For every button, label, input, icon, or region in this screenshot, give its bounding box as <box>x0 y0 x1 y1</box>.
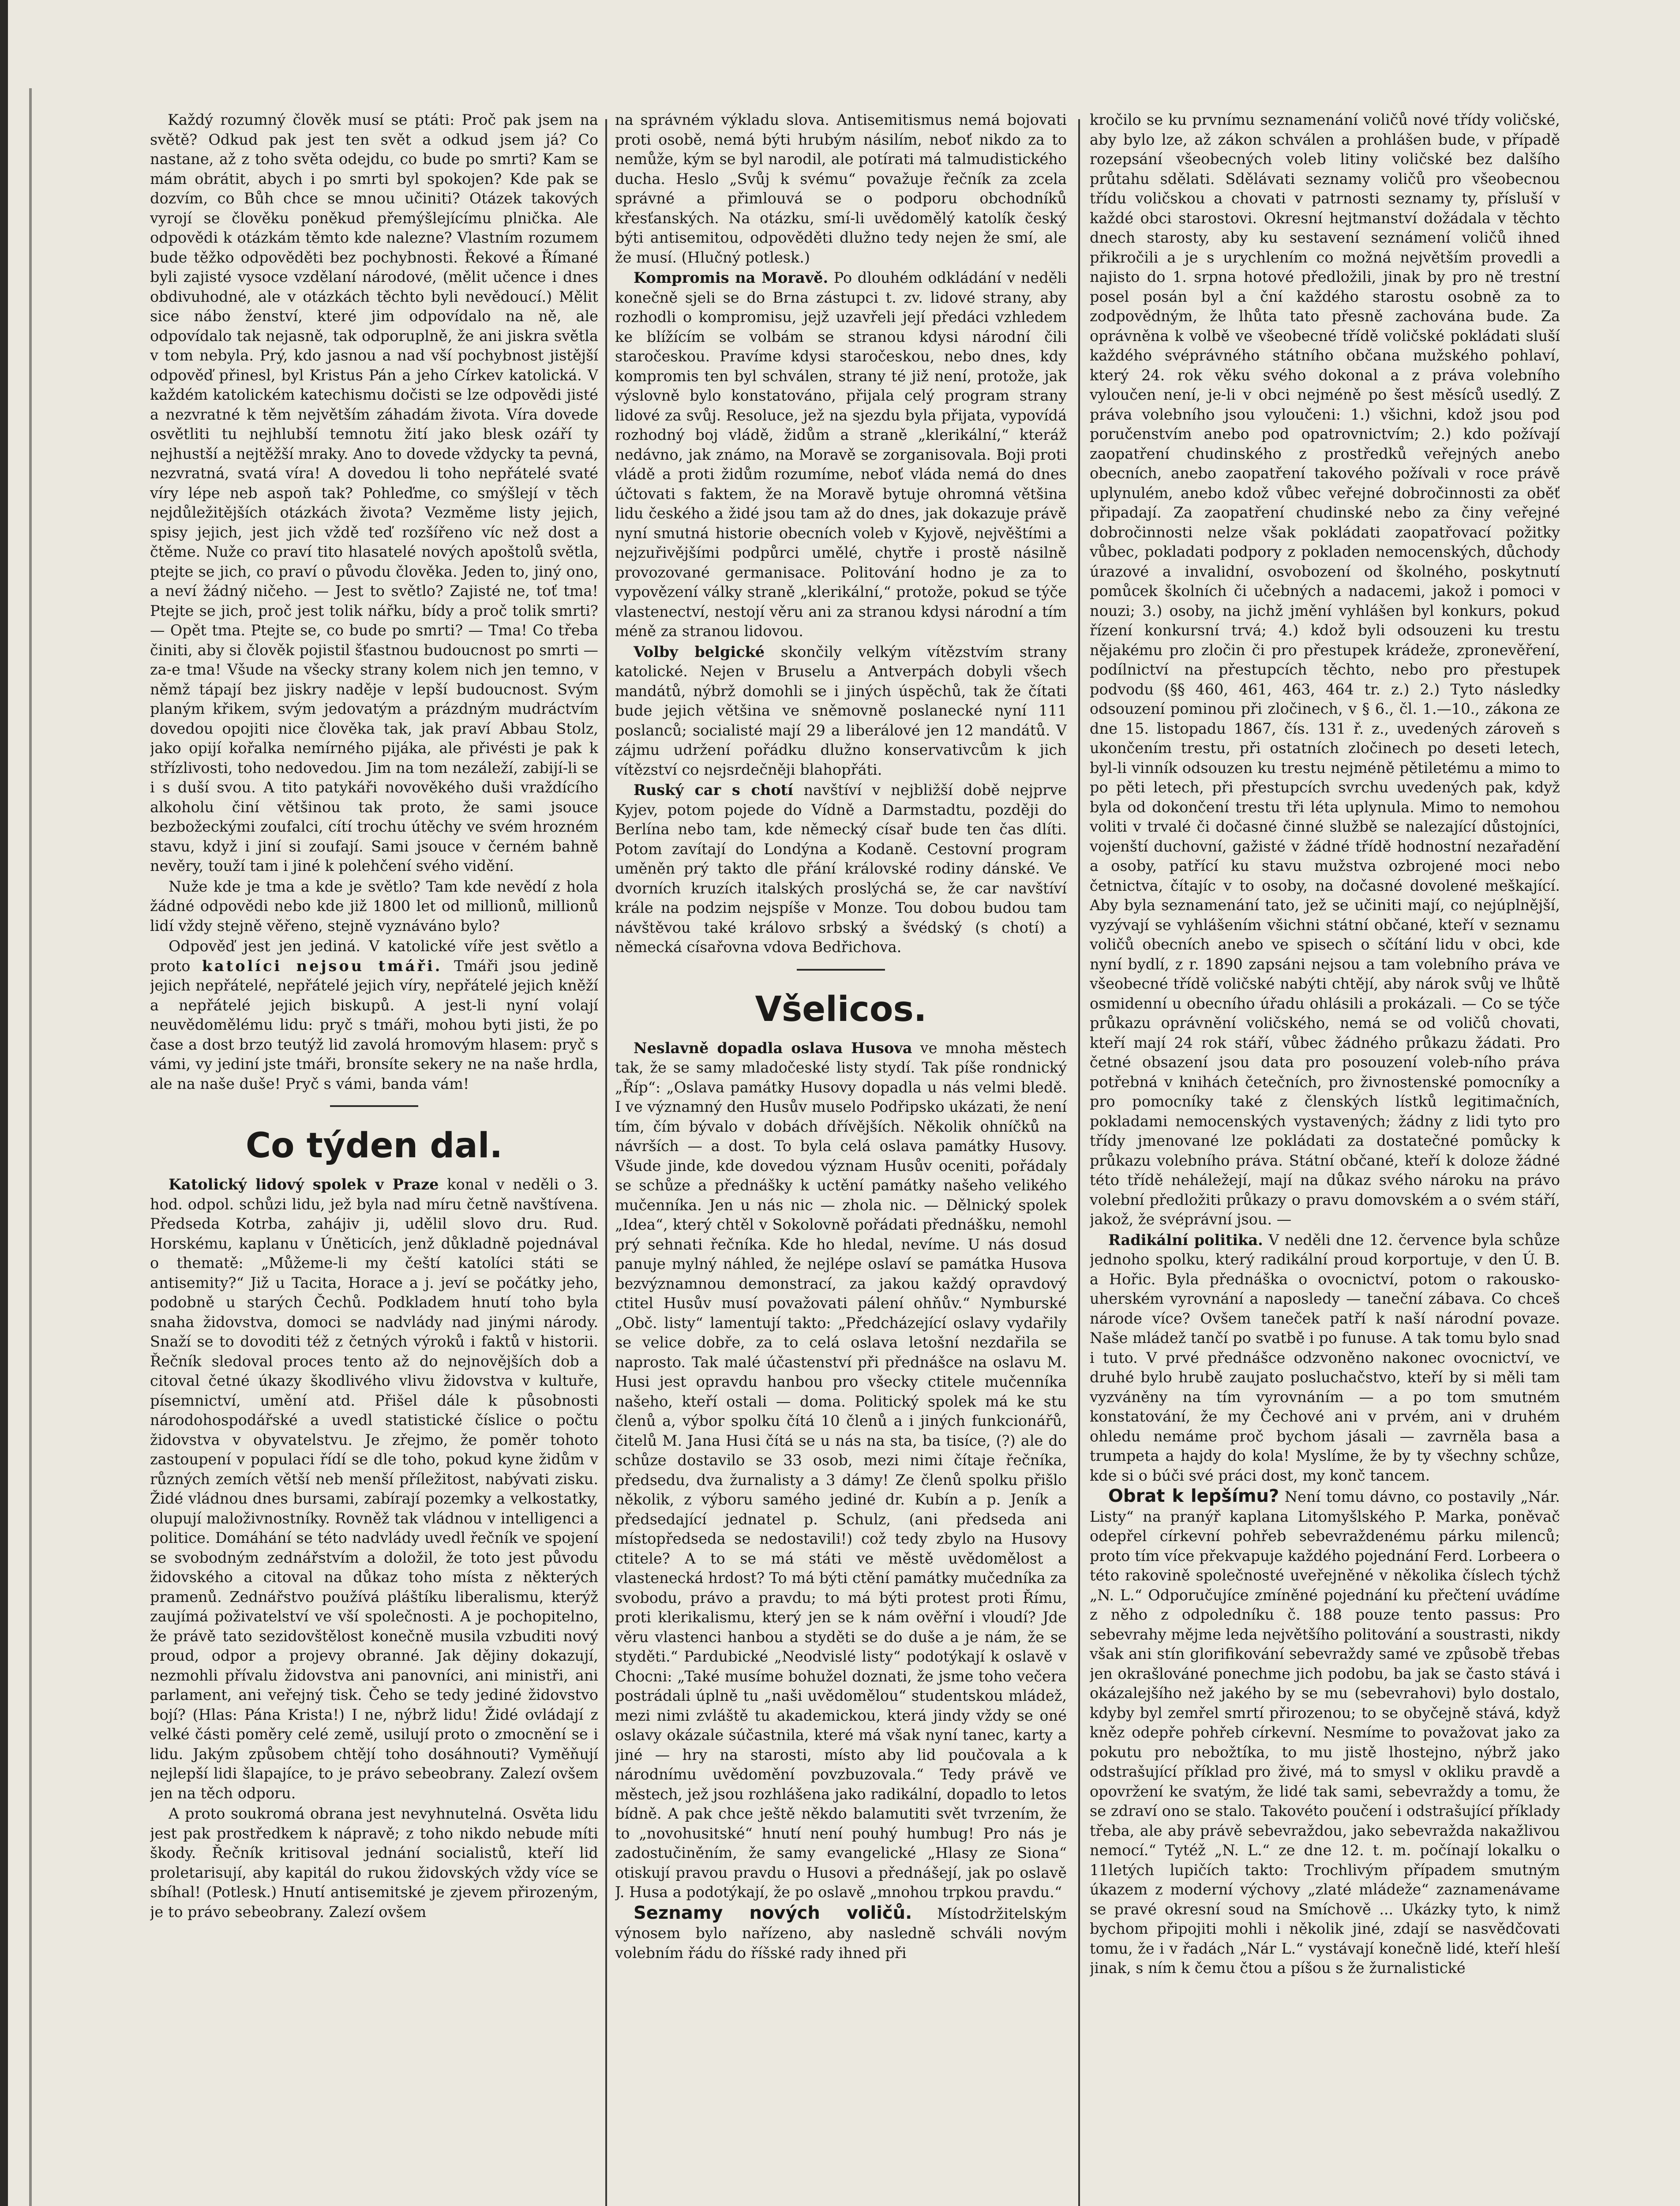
column-3 <box>1090 110 1560 2206</box>
article-tmari-intro: Každý rozumný člověk musí se ptáti: Proč pak jsem na světě? Odkud pak jest ten svět a odkud jsem já? Co nastane, až z toho světa odejdu, co bude po smrti? Kam se mám obrátit, abych i po smrti byl spokojen? Kde pak se dozvím, co Bůh chce se mnou učiniti? Otázek takových vyrojí se člověku poněkud přemýšlejícímu plnička. Ale odpovědi k otázkám těmto kde nalezne? Vlastním rozumem bude těžko odpověděti bez pochybnosti. Řekové a Římané byli zajisté vysoce vzdělaní národové, (mělit učence i dnes obdivuhodné, ale v otázkách těchto byli nevědoucí.) Mělit sice nábo ženství, které jim odpovídalo na ně, ale odpovídalo tak nejasně, tak odporuplně, že ani jiskra světla v tom nebyla. Prý, kdo jasnou a nad vší pochybnost jistější odpověď přinesl, byl Kristus Pán a jeho Církev katolická. V každém katolickém katechismu dočisti se lze odpovědi jisté a nezvratné k těm největším záhadám života. Víra dovede osvětliti tu nejhlubší temnotu žití jako blesk ozáří ty nejhustší a nejtěžší mraky. Ano to dovede vždycky ta pevná, nezvratná, svatá víra! A dovedou li toho nepřátelé svaté víry lépe neb aspoň tak? Pohleďme, co smýšlejí v těch nejdůležitějších otázkách života? Vezměme listy jejich, spisy jejich, jest jich vždě teď rozšířeno víc než dost a čtěme. Nuže co praví tito hlasatelé nových apoštolů světla, ptejte se jich, co praví o původu člověka. Jeden to, jiný ono, a neví žádný ničeho. — Jest to světlo? Zajisté ne, toť tma! Ptejte se jich, proč jest tolik nářku, bídy a proč tolik smrti? — Opět tma. Ptejte se, co bude po smrti? — Tma! Co třeba činiti, aby si člověk pojistil šťastnou budoucnost po smrti — za-e tma! Všude na všecky strany kolem nich jen temno, v němž tápají bez jiskry naděje v lepší budoucnost. Svým planým křikem, svým jedovatým a prázdným mudráctvím dovedou opojiti nice člověka tak, jak praví Abbau Stolz, jako opijí kořalka nemírného pijáka, ale přivésti je pak k střízlivosti, toho nedovedou. Jim na tom nezáleží, zabijí-li se i s duší svou. A tito patykáři novověkého duši vraždícího alkoholu činí většinou tak proto, že sami jsouce bezbožeckými zoufalci, cítí trochu útěchy ve svém hrozném stavu, když i jiní si zoufají. Sami jsouce v černém bahně nevěry, touží tam i jiné k polehčení svého vidění. <box>150 111 598 874</box>
article-obrat-k-lepsimu: Obrat k lepšímu? Není tomu dávno, co postavily „Nár. Listy“ na pranýř kaplana Litomyšlského P. Marka, poněvač odepřel církevní pohřeb sebevraždenému párku milenců; proto tím více překvapuje každého pojednání Ferd. Lorbeera o této rakovině společnosté uveřejněné v několika číslech týchž „N. L.“ Odporučujíce zmíněné pojednání ku přečtení uvádíme z něho z odpoledníku č. 188 pouze tento passus: Pro sebevrahy mějme leda největšího politování a soustrasti, nikdy však ani stín glorifikování sebevraždy samé ve způsobě třebas jen okrašlováné ponechme jich podobu, ba jak se často stává i okázalejšího než jakého by se mu (sebevrahovi) bylo dostalo, kdyby byl zemřel smrtí přirozenou; to se obyčejně stává, když kněz odepře pohřeb církevní. Nesmíme to považovat jako za pokutu pro nebožtíka, to mu jistě lhostejno, nýbrž jako odstrašující příklad pro živé, má to smysl v okliku pravdě a opovržení ke svatým, že lidé tak sami, sebevraždy a tomu, že se zdraví ono se stalo. Takovéto poučení i odstrašující příklady třeba, ale aby právě sebevraždou, jako sebevražda nakažlivou nemocí.“ Tytéž „N. L.“ ze dne 12. t. m. počínají lokalku o 11letých lupičích takto: Trochlivým případem smutným úkazem z moderní výchovy „zlaté mládeže“ zaznamenávame se pravé okresní soud na Smíchově ... Ukázky tyto, k nimž bychom připojiti mohli i několik jiné, zdají se nasvědčovati tomu, že i v řadách „Nár L.“ vystávají konečně lidé, kteří hleší jinak, s ním k čemu čtou a píšou s že žurnalistické <box>1090 1486 1560 1977</box>
column-rule-1 <box>605 119 607 2206</box>
section-divider <box>330 1105 418 1107</box>
article-oslava-husova: Neslavně dopadla oslava Husova ve mnoha městech tak, že se samy mladočeské listy stydí. Tak píše rondnický „Říp“: „Oslava památky Husovy dopadla u nás velmi bledě. I ve významný den Husův muselo Podřipsko ukázati, že není tím, čím bývalo v dobách dřívějších. Několik ohníčků na návrších — a dost. To byla celá oslava památky Husovy. Všude jinde, kde dovedou význam Husův oceniti, pořádaly se schůze a přednášky k uctění památky našeho velikého mučenníka. Jen u nás nic — zhola nic. — Dělnický spolek „Idea“, který chtěl v Sokolovně pořádati přednášku, nemohl prý sehnati řečníka. Kde ho hledal, nevíme. U nás dosud panuje mylný náhled, že nejlépe oslaví se památka Husova bezvýznamnou demonstrací, za jakou každý opravdový ctitel Husův musí považovati pálení ohňův.“ Nymburské „Obč. listy“ lamentují takto: „Předcházející oslavy vydařily se velice dobře, za to celá oslava letošní nezdařila se naprosto. Tak malé účastenství při přednášce na oslavu M. Husi jest opravdu hanbou pro všecky ctitele mučenníka našeho, kteří ostali — doma. Politický spolek má ke stu členů a, výbor spolku čítá 10 členů a i jiných funkcionářů, čitelů M. Jana Husi čítá se u nás na sta, ba tisíce, (?) ale do schůze dostavilo se 33 osob, mezi nimi čítaje řečníka, předsedu, dva žurnalisty a 3 dámy! Ze členů spolku přišlo několik, z výboru samého jediné dr. Kubín a p. Jeník a předsedající jednatel p. Schulz, (ani předseda ani místopředseda se nedostavili!) což tedy zbylo na Husovy ctitele? A to se má státi ve městě uvědomělost a vlastenecká hrdost? To má býti ctění památky mučedníka za svobodu, právo a pravdu; to má býti protest proti Římu, proti klerikalismu, který jen se k nám ověřní i vloudí? Jde věru vlastenci hanbou a styděti se do duše a je nám, že se styděti.“ Pardubické „Neodvislé listy“ podotýkají k oslavě v Chocni: „Také musíme bohužel doznati, že jsme toho večera postrádali úplně tu „naši uvědomělou“ studentskou mládež, mezi nimi zvláště tu akademickou, která jindy vždy se oné oslavy okázale súčastnila, které má však nyní tanec, karty a jiné — hry na starosti, místo aby lid poučovala a k národnímu uvědomění povzbuzovala.“ Tedy právě ve městech, jež jsou rozhlášena jako radikální, dopadlo to letos bídně. A pak chce ještě někdo balamutiti svět tvrzením, že to „novohusitské“ hnutí není pouhý humbug! Pro nás je zadostučiněním, že samy evangelické „Hlasy ze Siona“ otiskují pravou pravdu o Husovi a přednášejí, jak po oslavě J. Husa a podotýkají, že po oslavě „mnohou trpkou pravdu.“ <box>615 1039 1067 1901</box>
page-fold-line <box>29 88 32 2206</box>
article-kompromis: Kompromis na Moravě. Po dlouhém odkládání v neděli konečně sjeli se do Brna zástupci t. zv. lidové strany, aby rozhodli o kompromisu, jejž uzavřeli její předáci vzhledem ke blížícím se volbám se stranou kdysi národní čili staročeskou. Pravíme kdysi staročeskou, nebo dnes, kdy kompromis ten byl schválen, strany té již není, protože, jak výslovně bylo konstatováno, přijala celý program strany lidové za svůj. Resoluce, jež na sjezdu byla přijata, vypovídá rozhodný boj vládě, židům a straně „klerikální,“ kteráž nedávno, jak známo, na Moravě se zorganisovala. Boji proti vládě a proti židům rozumíme, neboť vláda nemá do dnes účtovati s faktem, že na Moravě bytuje ohromná většina lidu českého a židé jsou tam až do dnes, jak dokazuje právě nyní smutná historie obecních voleb v Kyjově, nejvěštími a nejzuřivějšími podpůrci umělé, chytře i prostě násilně provozované germanisace. Politování hodno je za to vypovězení války straně „klerikální,“ protože, pokud se týče vlastenectví, nestojí věru ani za stranou kdysi národní a tím méně za stranou lidovou. <box>615 269 1067 640</box>
article-antisemitismus-cont: na správném výkladu slova. Antisemitismus nemá bojovati proti osobě, nemá býti hrubým násilím, neboť nikdo za to nemůže, kým se byl narodil, ale potírati má talmudistického ducha. Heslo „Svůj k svému“ považuje řečník za zcela správné a přimlouvá se o podporu obchodníků křesťanských. Na otázku, smí-li uvědomělý katolík český býti antisemitou, odpověděti dlužno tedy nejen že smí, ale že musí. (Hlučný potlesk.) <box>615 111 1067 266</box>
column-1 <box>150 110 598 2206</box>
section-divider <box>797 969 885 971</box>
article-heading: Obrat k lepšímu? <box>1108 1486 1279 1506</box>
article-lead: Ruský car s chotí <box>634 781 793 799</box>
article-tmari-question: Nuže kde je tma a kde je světlo? Tam kde nevědí z hola žádné odpovědi nebo kde již 1800 let od millionů, millionů lidí vždy stejně věřeno, stejně vyznáváno bylo? <box>150 878 598 934</box>
article-heading: Seznamy nových voličů. <box>634 1902 912 1923</box>
article-lead: Katolický lidový spolek v Praze <box>169 1176 439 1193</box>
article-katolicky-spolek-end: A proto soukromá obrana jest nevyhnutelná. Osvěta lidu jest pak prostředkem k nápravě; z toho nikdo nebude míti škody. Řečník kritisoval jednání socialistů, kteří lid proletarisují, aby kapitál do rukou židovských vždy více se sbíhal! (Potlesk.) Hnutí antisemitské je zjevem přirozeným, je to právo sebeobrany. Zalezí ovšem <box>150 1805 598 1921</box>
article-rusky-car: Ruský car s chotí navštíví v nejbližší době nejprve Kyjev, potom pojede do Vídně a Darmstadtu, později do Berlína nebo tam, kde německý císař bude ten čas dlíti. Potom zavítají do Londýna a Kodaně. Cestovní program uměněn prý takto dle přání královské rodiny dánské. Ve dvorních kruzích italských proslýchá se, že car navštíví krále na podzim nejspíše v Monze. Tou dobou budou tam návštěvou také královo srbský a švédský (s chotí) a německá císařovna vdova Bedřichova. <box>615 781 1067 956</box>
column-rule-2 <box>1078 119 1080 2206</box>
page-left-edge <box>0 0 8 2206</box>
section-title-co-tyden-dal: Co týden dal. <box>245 1126 503 1166</box>
column-2 <box>615 110 1067 2206</box>
article-seznamy-volicu-cont: kročilo se ku prvnímu seznamenání voličů nové třídy voličské, aby bylo lze, až zákon schválen a prohlášen bude, v případě rozepsání všeobecných voleb litiny voličské bez dalšího průtahu sdělati. Sdělávati seznamy voličů pro všeobecnou třídu voličskou a chovati v patrnosti seznamy ty, přísluší v každé obci starostovi. Okresní hejtmanství dožádala v těchto dnech starosty, aby ku sestavení seznámení voličů ihned přikročili a je s urychlením co možná největším provedli a najisto do 1. srpna hotové předložili, jinak by pro ně trestní posel posán byl a ční každého starostu osobně za to zodpovědným, že lhůta tato přesně zachována bude. Za oprávněna k volbě ve všeobecné třídě voličské pokládati sluší každého svéprávného státního občana mužského pohlaví, který 24. rok věku svého dokonal a z práva volebního vyloučen není, je-li v obci nejméně po šest měsíců usedlý. Z práva volebního jsou vyloučeni: 1.) všichni, kdož jsou pod poručenstvím anebo pod opatrovnictvím; 2.) kdo požívají zaopatření chudinského z prostředků veřejných anebo obecních, anebo zaopatření takového požívali v roce právě uplynulém, anebo kdož vůbec veřejné dobročinnosti za oběť připadají. Za zaopatření chudinské nebo za činy veřejné dobročinnosti nelze však pokládati zaopatřovací požitky vůbec, pokladati podpory z pokladen nemocenských, důchody úrazové a invalidní, osvobození od školného, poskytnutí pomůcek školních či učebných a nadacemi, jakož i pomoci v nouzi; 3.) osoby, na jichž jmění vyhlášen byl konkurs, pokud řízení konkursní trvá; 4.) kdož byli odsouzeni ku trestu nějakému pro zločin či pro přestupek krádeže, zpronevěření, podílnictví na přestupcích těchto, nebo pro přestupek podvodu (§§ 460, 461, 463, 464 tr. z.) 2.) Tyto následky odsouzení pominou při zločinech, v § 6., čl. 1.—10., zákona ze dne 15. listopadu 1867, čís. 131 ř. z., uvedených zároveň s ukončením trestu, při ostatních zločinech po deseti letech, byl-li vinník odsouzen ku trestu nejméně pětiletému a mimo to po pěti letech, při přestupcích svrchu uvedených pak, když byla od dokončení trestu tři léta uplynula. Mimo to nemohou voliti v trvalé či dočasné činné službě se nalezající důstojníci, vojenští duchovní, gažisté v žádné třídě hodnostní nezařadění a osoby, patřící ku stavu mužstva ozbrojené moci nebo četnictva, čítajíc v to osoby, na dočasné dovolené meškající. Aby byla seznamenání tato, jež se učiniti mají, co nejúplnější, vyzývají se vyhlášením všichni státní občané, kteří v seznamu voličů obecních anebo ve spisech o sčítání lidu v obci, kde nyní bydlí, z r. 1890 zapsáni nejsou a tam volebního práva ve všeobecné třídě voličské nabýti chtějí, aby nárok svůj ve lhůtě osmidenní u obecního úřadu ohlásili a prokázali. — Co se týče průkazu oprávnění voličského, nemá se od voličů chovati, kteří mají 24 rok stáří, vůbec žádného průkazu žádati. Pro četné obsazení jsou data pro posouzení voleb-ního práva potřebná v knihách četečních, pro živnostenské pomocníky a pro pomocníky také z členských lístků legitimačních, pokladami nemocenských vystavených; žádny z lidi tyto pro třídy jmenované lze pokládati za dostatečné pomůcky k průkazu volebního práva. Státní občané, kteří k doloze žádné této třídě neháležejí, mají na důkaz svého nároku na právo volební předložiti průkazy o pravu domovském a o svém stáří, jakož, že svéprávní jsou. — <box>1090 111 1560 1228</box>
article-volby-belgicke: Volby belgické skončily velkým vítězstvím strany katolické. Nejen v Bruselu a Antverpách dobyli všech mandátů, nýbrž domohli se i jiných úspěchů, tak že čítati bude jejich většina ve sněmovně poslanecké nyní 111 poslanců; socialisté mají 29 a liberálové jen 12 mandátů. V zájmu udržení pořádku dlužno konservativcům k jich vítězství co nejsrdečněji blahopřáti. <box>615 643 1067 778</box>
article-lead: Radikální politika. <box>1108 1231 1263 1249</box>
article-radikalni-politika: Radikální politika. V neděli dne 12. července byla schůze jednoho spolku, který radikální proud korportuje, v den Ú. B. a Hořic. Byla přednáška o ovocnictví, potom o rakousko-uherském vyrovnání a naposledy — taneční zábava. Co chceš národe více? Ovšem taneček patří k naší národní povaze. Naše mládež tančí po svatbě i po funuse. A tak tomu bylo snad i tuto. V prvé přednášce odzvoněno nakonec ovocnictví, ve druhé bylo hrubě zaujato posluchačstvo, kteří by si měli tam vyzváněny na tím vyrovnáním — a po tom smutném konstatování, že my Čechové ani v prvém, ani v druhém ohledu nemáme proč bychom jásali — zavrněla basa a trumpeta a hajdy do kola! Myslíme, že by ty všechny schůze, kde si o búči své práci dost, my konč tancem. <box>1090 1231 1560 1484</box>
article-tmari-conclusion: Odpověď jest jen jediná. V katolické víře jest světlo a proto katolíci nejsou tmáři. Tmáři jsou jedině jejich nepřátelé, nepřátelé jejich víry, nepřátelé jejich kněží a nepřátelé jejich biskupů. A jest-li nyní volají neuvědomělému lidu: pryč s tmáři, mohou byti jisti, že po čase a dost brzo teutýž lid zavolá hromovým hlasem: pryč s vámi, vy jediní jste tmáři, bronsíte sekery ne na naše hrdla, ale na naše duše! Pryč s vámi, banda vám! <box>150 938 598 1092</box>
emphasis-katolici: katolíci nejsou tmáři. <box>202 957 442 975</box>
article-lead: Kompromis na Moravě. <box>634 269 829 286</box>
article-seznamy-volicu: Seznamy nových voličů. Místodržitelským výnosem bylo nařízeno, aby nasledně schváli novým volebním řádu do říšské rady ihned při <box>615 1902 1067 1962</box>
article-katolicky-spolek: Katolický lidový spolek v Praze konal v neděli o 3. hod. odpol. schůzi lidu, jež byla nad míru četně navštívena. Předseda Kotrba, zahájiv ji, udělil slovo dru. Rud. Horskému, kaplanu v Úněticích, jenž důkladně pojednával o thematě: „Můžeme-li my čeští katolíci státi se antisemity?“ Již u Tacita, Horace a j. jeví se počátky jeho, podobně u starých Čechů. Podkladem hnutí toho byla snaha židovstva, domoci se nadvlády nad jinými národy. Snaží se to dovoditi též z četných výroků i faktů v historii. Řečník sledoval proces tento až do nejnovějších dob a citoval četné úkazy škodlivého vlivu židovstva v kultuře, písemnictví, umění atd. Přišel dále k působnosti národohospodářské a uvedl statistické číslice o počtu židovstva v obyvatelstvu. Je zřejmo, že poměr tohoto zastoupení v populaci řídí se dle toho, pokud kyne židům v různých zemích větší neb menší příležitost, nabývati zisku. Židé vládnou dnes bursami, zabírají pozemky a velkostatky, olupují maloživnostníky. Rovněž tak vládnou v intelligenci a politice. Domáhání se této nadvlády uvedl řečník ve spojení se svobodným zednářstvím a doložil, že toto jest původu židovského a citoval na důkaz toho místa z některých pramenů. Zednářstvo používá pláštíku liberalismu, kterýž zaujímá poživatelství ve vší společnosti. A je pochopitelno, že právě tato sezidovštělost konečně musila vzbuditi nový proud, odpor a projevy obranné. Jak dějiny dokazují, nezmohli přívalu židovstva ani panovníci, ani ministři, ani parlament, ani veřejný tisk. Čeho se tedy jediné židovstvo bojí? (Hlas: Pána Krista!) I ne, nýbrž lidu! Židé ovládají z velké části poměry celé země, usilují proto o zmocnění se i lidu. Jakým způsobem chtějí toho dosáhnouti? Vyměňují nejlepší lidi šlapajíce, to je právo sebeobrany. Zalezí ovšem jen na těch odporu. <box>150 1176 598 1802</box>
article-lead: Neslavně dopadla oslava Husova <box>634 1039 912 1057</box>
article-lead: Volby belgické <box>634 643 765 660</box>
section-title-vselicos: Všelicos. <box>755 989 927 1029</box>
